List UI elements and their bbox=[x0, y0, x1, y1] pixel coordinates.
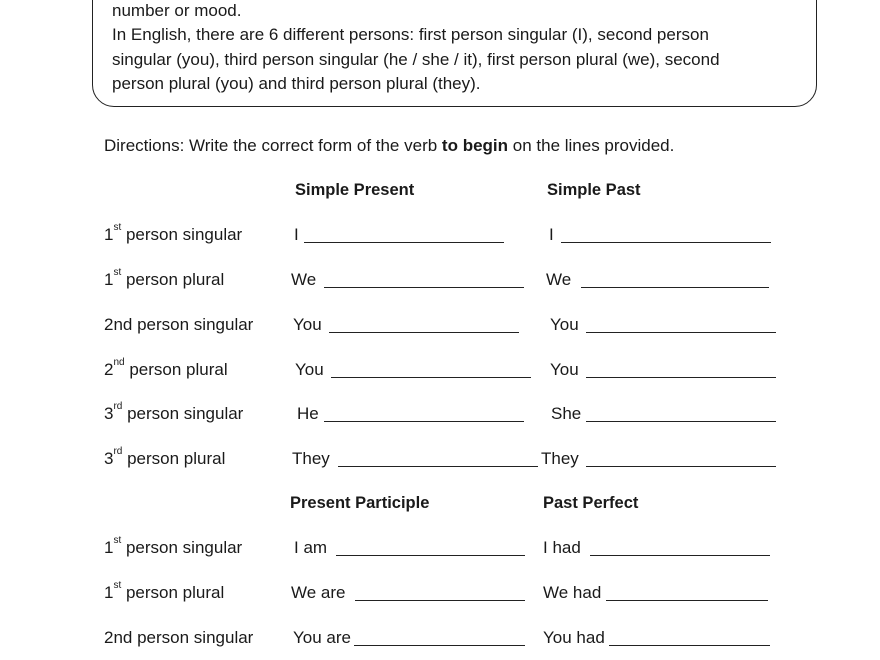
answer-line[interactable] bbox=[581, 287, 769, 288]
row-label: 2nd person singular bbox=[104, 628, 254, 647]
answer-blank[interactable]: I had bbox=[543, 538, 581, 558]
answer-line[interactable] bbox=[355, 600, 525, 601]
answer-blank[interactable]: We bbox=[546, 270, 571, 290]
answer-blank[interactable]: You are bbox=[293, 628, 351, 648]
answer-line[interactable] bbox=[324, 287, 524, 288]
answer-blank[interactable]: She bbox=[551, 404, 581, 424]
answer-line[interactable] bbox=[609, 645, 770, 646]
column-header-simple-present: Simple Present bbox=[295, 181, 415, 199]
answer-line[interactable] bbox=[586, 332, 776, 333]
row-label: 1st person plural bbox=[104, 267, 225, 289]
answer-blank[interactable]: We had bbox=[543, 583, 601, 603]
answer-line[interactable] bbox=[336, 555, 525, 556]
answer-blank[interactable]: You bbox=[295, 360, 324, 380]
answer-line[interactable] bbox=[329, 332, 519, 333]
info-text-line: number or mood. bbox=[112, 1, 242, 20]
answer-blank[interactable]: You bbox=[550, 315, 579, 335]
directions-verb: to begin bbox=[441, 136, 509, 155]
row-label: 1st person singular bbox=[104, 535, 243, 557]
answer-blank[interactable]: I bbox=[549, 225, 554, 245]
answer-line[interactable] bbox=[606, 600, 768, 601]
row-label: 3rd person singular bbox=[104, 401, 244, 423]
answer-blank[interactable]: They bbox=[292, 449, 330, 469]
column-header-present-participle: Present Participle bbox=[290, 494, 430, 512]
info-text-line: singular (you), third person singular (he / she / it), first person plural (we), second bbox=[112, 50, 720, 69]
row-label: 1st person singular bbox=[104, 222, 243, 244]
answer-line[interactable] bbox=[304, 242, 504, 243]
answer-line[interactable] bbox=[561, 242, 771, 243]
answer-blank[interactable]: I am bbox=[294, 538, 327, 558]
answer-blank[interactable]: We bbox=[291, 270, 316, 290]
directions bbox=[104, 135, 674, 157]
answer-line[interactable] bbox=[586, 377, 776, 378]
info-text-line: person plural (you) and third person plural (they). bbox=[112, 74, 481, 93]
answer-line[interactable] bbox=[331, 377, 531, 378]
info-text-line: In English, there are 6 different persons: first person singular (I), second person bbox=[112, 25, 709, 44]
answer-blank[interactable]: You bbox=[293, 315, 322, 335]
answer-blank[interactable]: I bbox=[294, 225, 299, 245]
answer-blank[interactable]: They bbox=[541, 449, 579, 469]
answer-line[interactable] bbox=[324, 421, 524, 422]
row-label: 3rd person plural bbox=[104, 446, 226, 468]
row-label: 2nd person singular bbox=[104, 315, 254, 334]
column-header-simple-past: Simple Past bbox=[547, 181, 641, 199]
answer-blank[interactable]: He bbox=[297, 404, 319, 424]
row-label: 1st person plural bbox=[104, 580, 225, 602]
answer-line[interactable] bbox=[586, 421, 776, 422]
directions-prefix: Directions: Write the correct form of the verb bbox=[104, 136, 442, 155]
column-header-past-perfect: Past Perfect bbox=[543, 494, 639, 512]
row-label: 2nd person plural bbox=[104, 357, 228, 379]
answer-line[interactable] bbox=[338, 466, 538, 467]
answer-line[interactable] bbox=[354, 645, 525, 646]
answer-blank[interactable]: You had bbox=[543, 628, 605, 648]
answer-blank[interactable]: We are bbox=[291, 583, 346, 603]
answer-line[interactable] bbox=[586, 466, 776, 467]
directions-suffix: on the lines provided. bbox=[508, 136, 675, 155]
answer-blank[interactable]: You bbox=[550, 360, 579, 380]
answer-line[interactable] bbox=[590, 555, 770, 556]
